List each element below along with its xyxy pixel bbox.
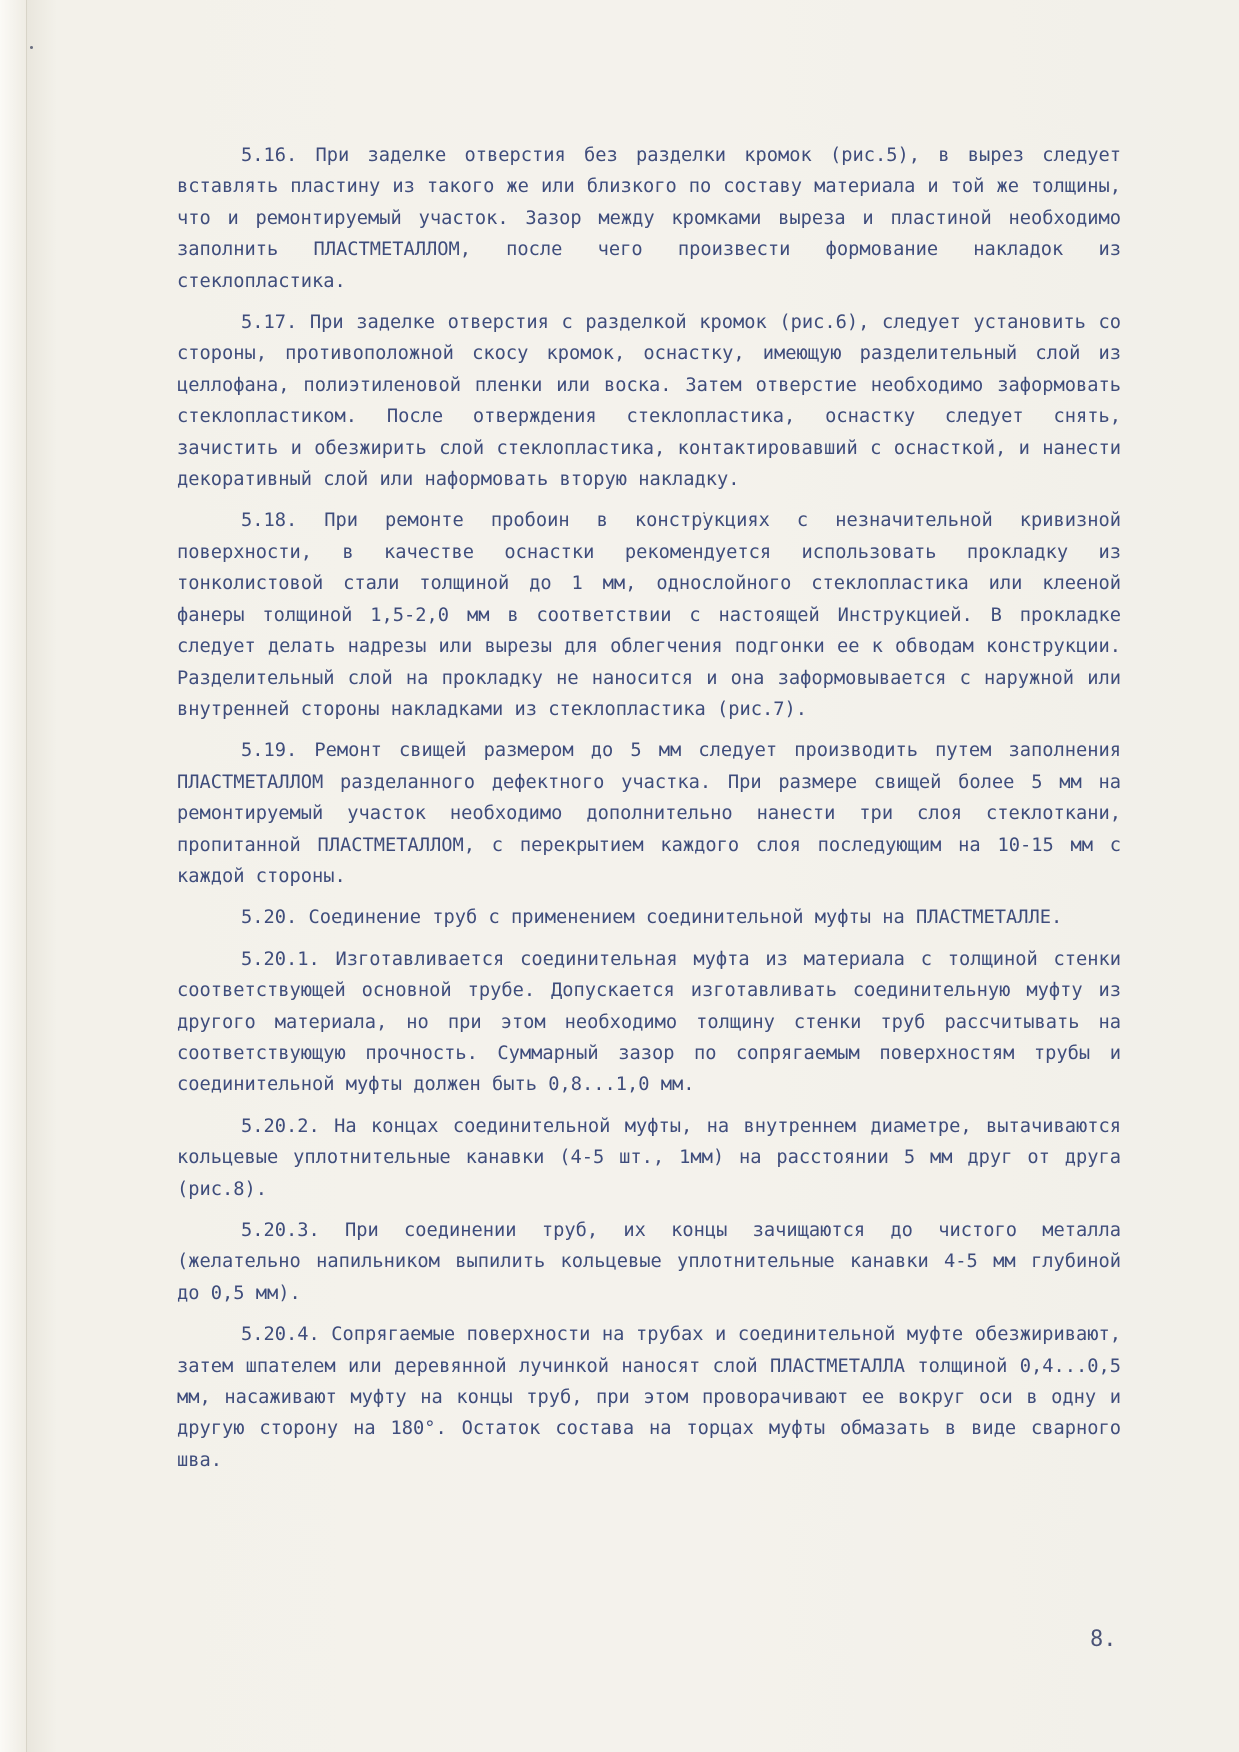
- page-binding-edge: [0, 0, 26, 1752]
- paragraph-5-16: 5.16. При заделке отверстия без разделки кромок (рис.5), в вырез следует вставлять пластину из такого же или близкого по составу материала и той же толщины, что и ремонтируемый участок. Зазор между кромками выреза и пластиной необходимо заполнить ПЛАСТМЕТАЛЛОМ, после чего произвести формование накладок из стеклопластика.: [177, 145, 1121, 292]
- paragraph-5-18: 5.18. При ремонте пробоин в конструкциях с незначительной кривизной поверхности, в качестве оснастки рекомендуется использовать прокладку из тонколистовой стали толщиной до 1 мм, однослойного стеклопластика или клееной фанеры толщиной 1,5-2,0 мм в соответствии с настоящей Инструкцией. В прокладке следует делать надрезы или вырезы для облегчения подгонки ее к обводам конструкции. Разделительный слой на прокладку не наносится и она заформовывается с наружной или внутренней стороны накладками из стеклопластика (рис.7).: [177, 510, 1121, 720]
- paragraph-5-20-4: 5.20.4. Сопрягаемые поверхности на трубах и соединительной муфте обезжиривают, затем шпателем или деревянной лучинкой наносят слой ПЛАСТМЕТАЛЛА толщиной 0,4...0,5 мм, насаживают муфту на концы труб, при этом проворачивают ее вокруг оси в одну и другую сторону на 180°. Остаток состава на торцах муфты обмазать в виде сварного шва.: [177, 1324, 1121, 1471]
- paragraph-5-20-2: 5.20.2. На концах соединительной муфты, на внутреннем диаметре, вытачиваются кольцевые уплотнительные канавки (4-5 шт., 1мм) на расстоянии 5 мм друг от друга (рис.8).: [177, 1115, 1121, 1200]
- paragraph-5-20-3: 5.20.3. При соединении труб, их концы зачищаются до чистого металла (желательно напильником выпилить кольцевые уплотнительные канавки 4-5 мм глубиной до 0,5 мм).: [177, 1220, 1121, 1304]
- ink-speck: [30, 46, 33, 49]
- paragraph-5-20: 5.20. Соединение труб с применением соединительной муфты на ПЛАСТМЕТАЛЛЕ.: [241, 907, 1063, 929]
- document-body: [177, 140, 1121, 1486]
- paragraph-5-19: 5.19. Ремонт свищей размером до 5 мм следует производить путем заполнения ПЛАСТМЕТАЛЛОМ разделанного дефектного участка. При размере свищей более 5 мм на ремонтируемый участок необходимо дополнительно нанести три слоя стеклоткани, пропитанной ПЛАСТМЕТАЛЛОМ, с перекрытием каждого слоя последующим на 10-15 мм с каждой стороны.: [177, 740, 1121, 887]
- paragraph-5-17: 5.17. При заделке отверстия с разделкой кромок (рис.6), следует установить со стороны, противоположной скосу кромок, оснастку, имеющую разделительный слой из целлофана, полиэтиленовой пленки или воска. Затем отверстие необходимо заформовать стеклопластиком. После отверждения стеклопластика, оснастку следует снять, зачистить и обезжирить слой стеклопластика, контактировавший с оснасткой, и нанести декоративный слой или наформовать вторую накладку.: [177, 312, 1121, 491]
- paragraph-5-20-1: 5.20.1. Изготавливается соединительная муфта из материала с толщиной стенки соответствующей основной трубе. Допускается изготавливать соединительную муфту из другого материала, но при этом необходимо толщину стенки труб рассчитывать на соответствующую прочность. Суммарный зазор по сопрягаемым поверхностям трубы и соединительной муфты должен быть 0,8...1,0 мм.: [177, 948, 1121, 1096]
- page-number: 8.: [1090, 1627, 1117, 1652]
